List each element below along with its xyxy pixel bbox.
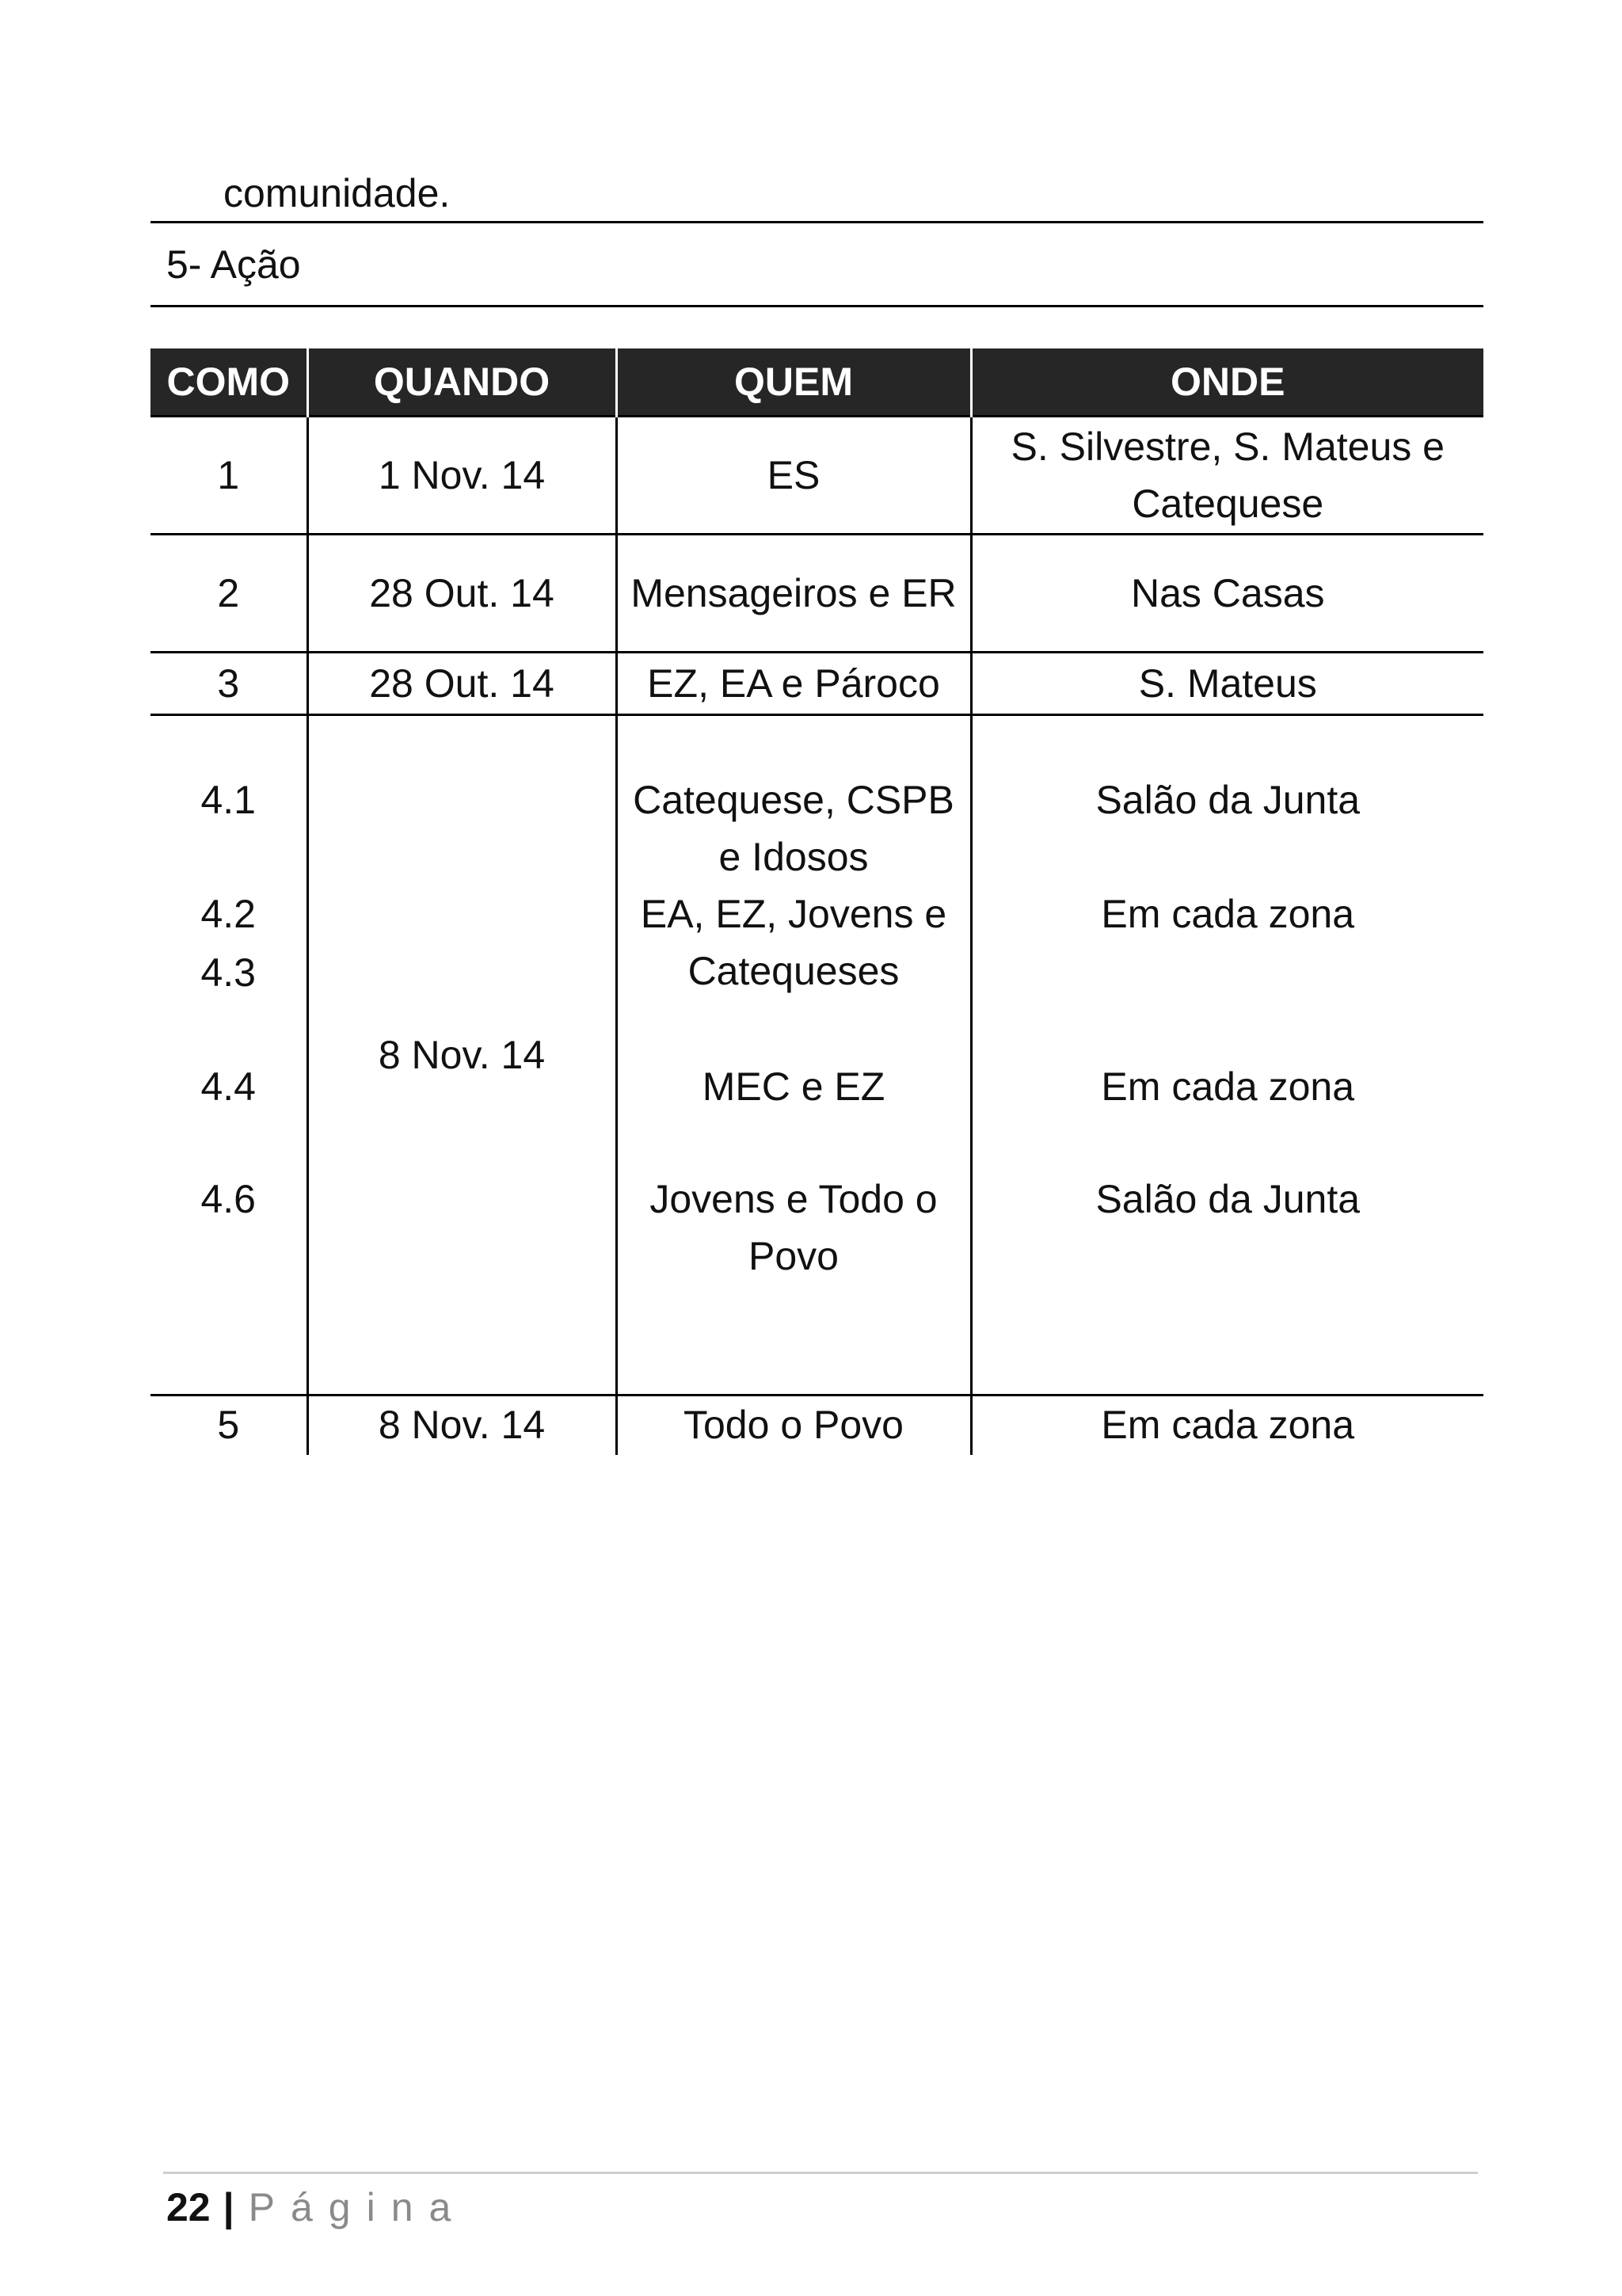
page-label: Página (248, 2185, 467, 2229)
table-row (150, 417, 1483, 535)
quem-item: Catequese, CSPB e Idosos (633, 778, 954, 879)
cell-quem: EZ, EA e Pároco (616, 653, 971, 715)
cell-quem: Mensageiros e ER (616, 535, 971, 653)
footer-rule (163, 2172, 1478, 2174)
table-row (150, 535, 1483, 653)
cell-quando: 1 Nov. 14 (307, 417, 616, 535)
como-item: 4.1 (200, 778, 256, 822)
cell-como: 1 (150, 417, 307, 535)
como-item: 4.4 (200, 1064, 256, 1109)
header-quem: QUEM (616, 348, 971, 417)
section-bottom-rule (150, 305, 1483, 307)
quem-item: MEC e EZ (702, 1064, 885, 1109)
table-header-row (150, 348, 1483, 417)
table-row-grouped (150, 715, 1483, 1395)
cell-como: 2 (150, 535, 307, 653)
cell-como: 3 (150, 653, 307, 715)
page-footer (166, 2180, 466, 2235)
cell-quando: 8 Nov. 14 (307, 1395, 616, 1456)
cell-como: 5 (150, 1395, 307, 1456)
onde-item: Em cada zona (1101, 892, 1355, 936)
cell-onde: S. Silvestre, S. Mateus e Catequese (971, 417, 1483, 535)
como-item: 4.2 (200, 892, 256, 936)
page-number: 22 (166, 2185, 211, 2229)
cell-como-group (150, 715, 307, 1395)
quem-item: EA, EZ, Jovens e Catequeses (640, 892, 947, 993)
footer-separator: | (223, 2185, 234, 2229)
cell-onde: S. Mateus (971, 653, 1483, 715)
header-onde: ONDE (971, 348, 1483, 417)
onde-item: Em cada zona (1101, 1064, 1355, 1109)
cell-quando: 8 Nov. 14 (307, 715, 616, 1395)
cell-onde-group (971, 715, 1483, 1395)
cell-onde: Nas Casas (971, 535, 1483, 653)
quem-item: Jovens e Todo o Povo (649, 1177, 938, 1278)
cell-quem: ES (616, 417, 971, 535)
cell-quando: 28 Out. 14 (307, 535, 616, 653)
table-row (150, 1395, 1483, 1456)
cell-quem: Todo o Povo (616, 1395, 971, 1456)
como-item: 4.3 (200, 950, 256, 995)
cell-quem-group (616, 715, 971, 1395)
como-item: 4.6 (200, 1177, 256, 1221)
continuation-text: comunidade. (223, 171, 451, 215)
onde-item: Salão da Junta (1095, 1177, 1361, 1221)
action-plan-table (150, 348, 1483, 1455)
section-top-rule (150, 221, 1483, 223)
onde-item: Salão da Junta (1095, 778, 1361, 822)
cell-onde: Em cada zona (971, 1395, 1483, 1456)
header-quando: QUANDO (307, 348, 616, 417)
header-como: COMO (150, 348, 307, 417)
table-row (150, 653, 1483, 715)
cell-quando: 28 Out. 14 (307, 653, 616, 715)
section-title: 5- Ação (166, 242, 301, 287)
